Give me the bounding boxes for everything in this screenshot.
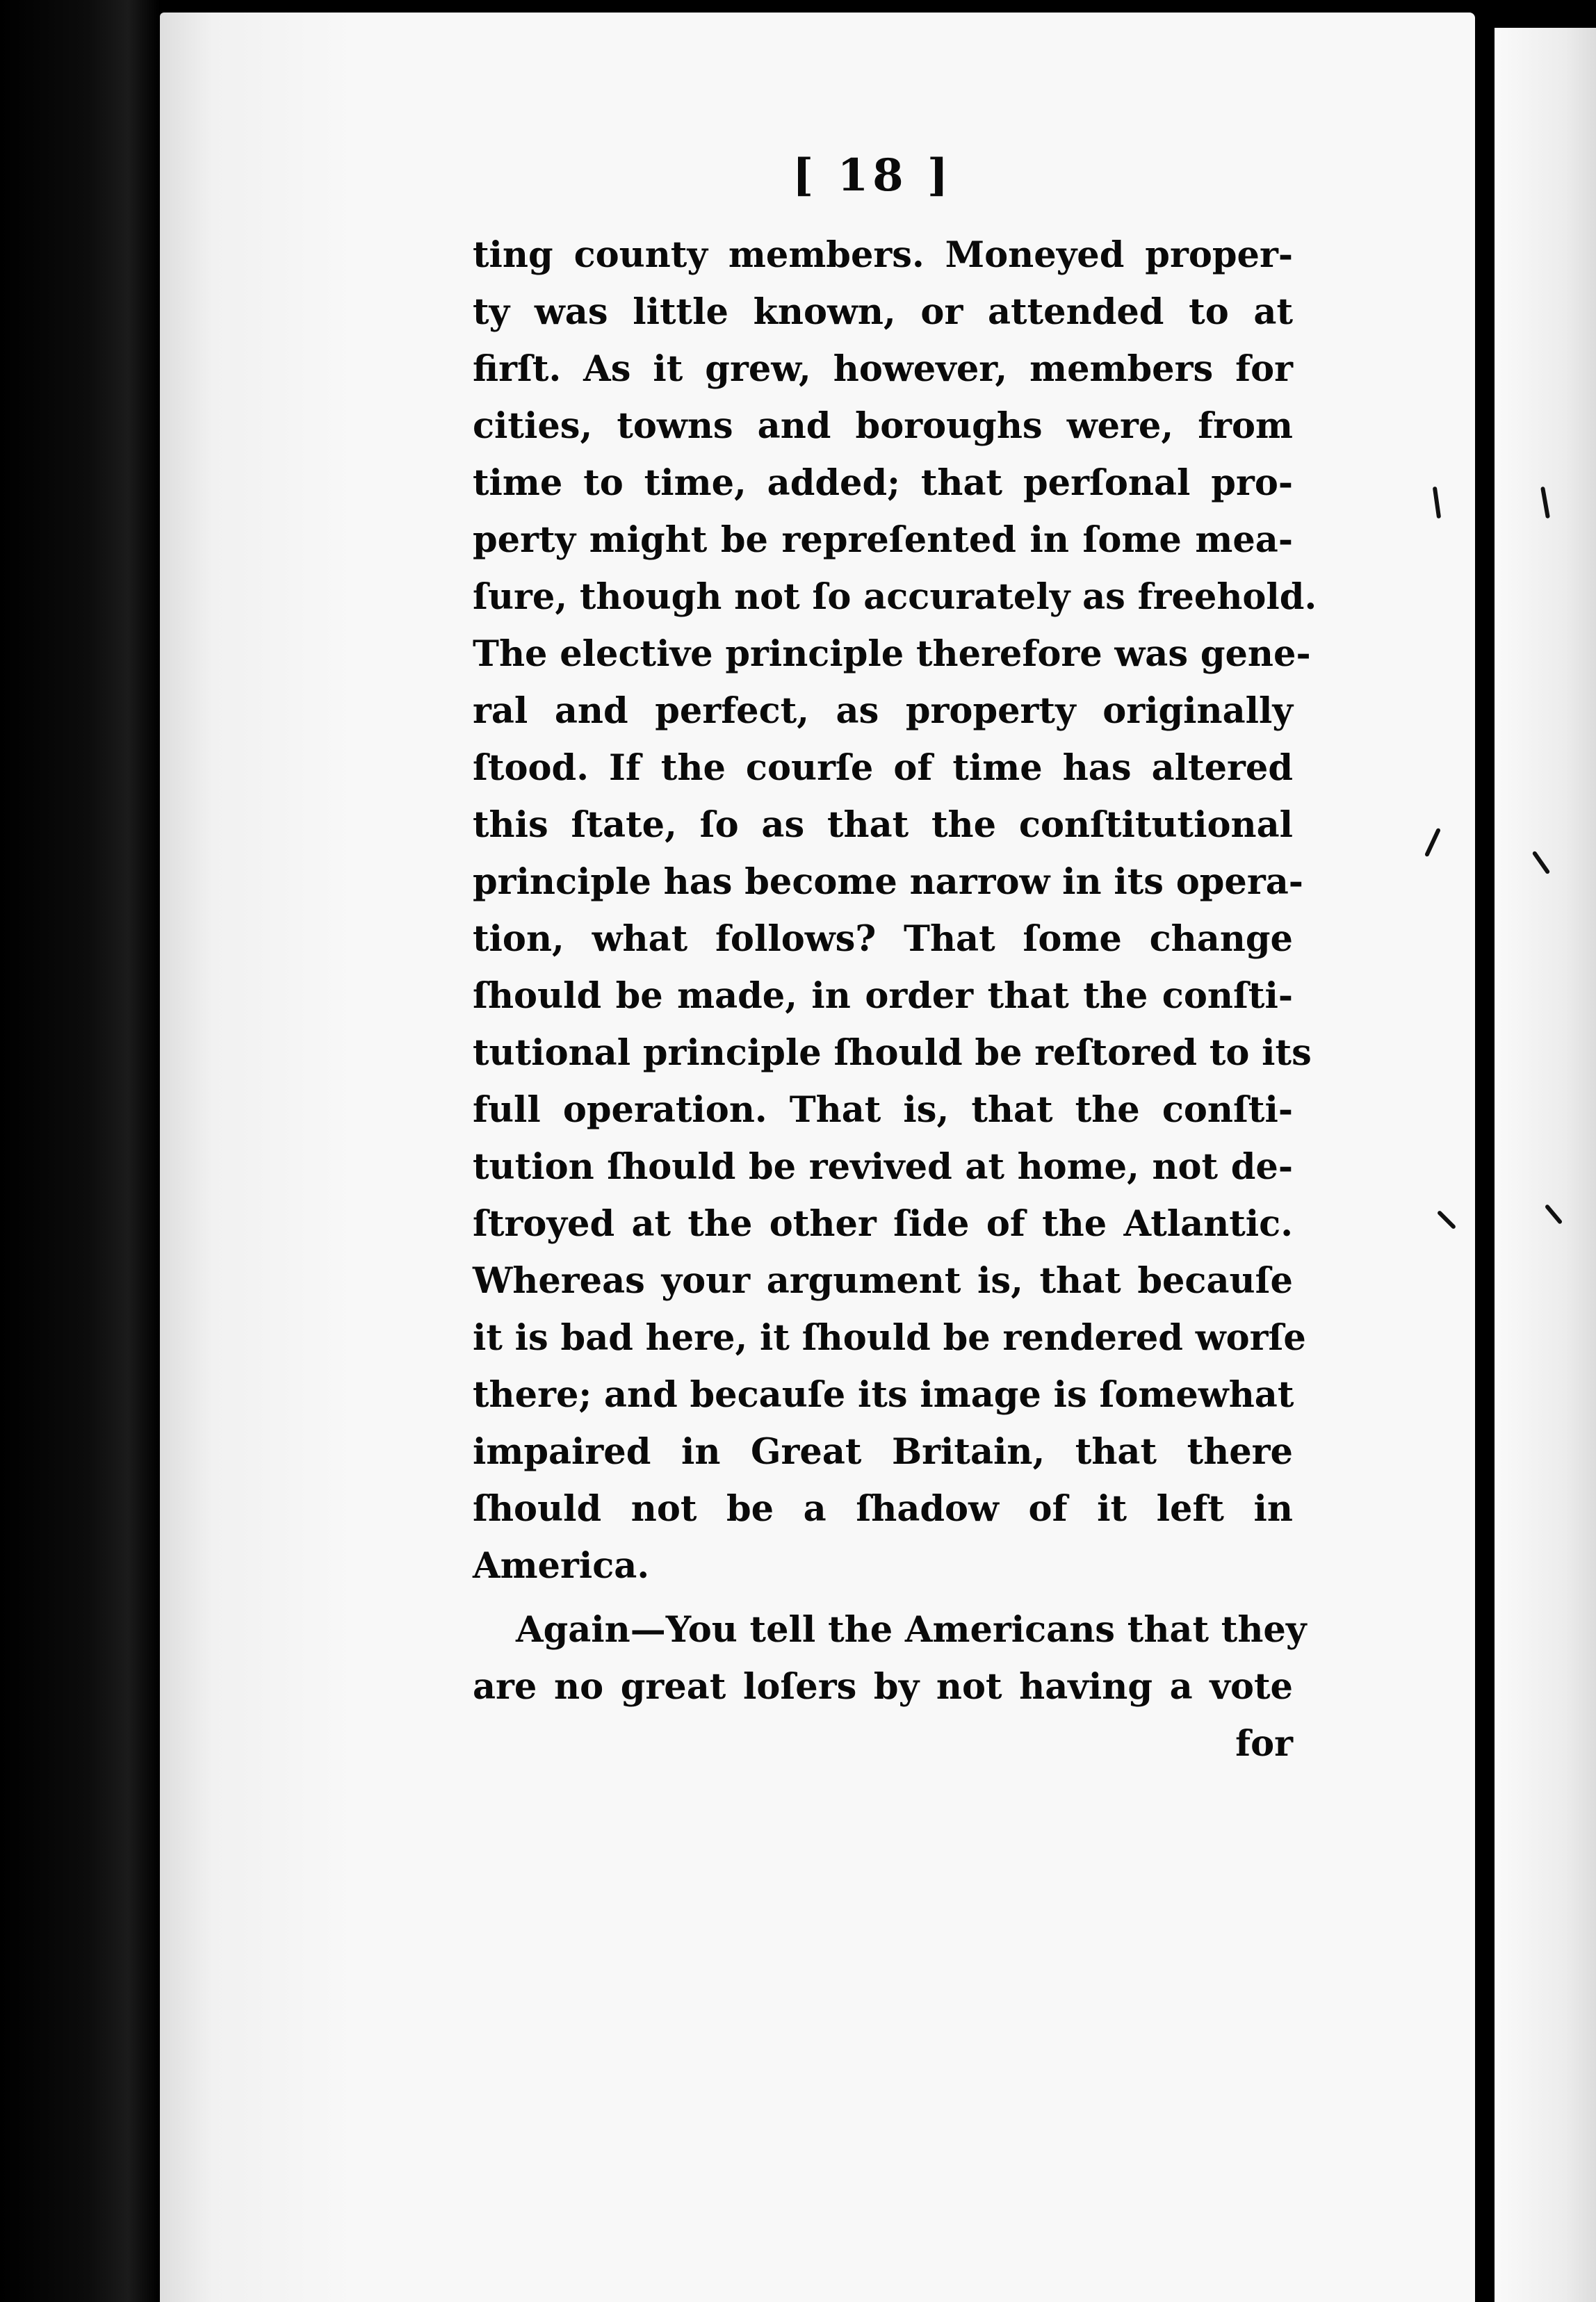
text-line: ting county members. Moneyed proper- [473,234,1293,276]
page-text [473,227,1317,1772]
text-line: there; and becauſe its image is ſomewhat [473,1374,1294,1416]
paragraph-1 [473,227,1317,1594]
book-left-edge [0,0,160,2302]
text-line: The elective principle therefore was gene- [473,633,1311,675]
paragraph-2 [473,1601,1307,1715]
text-line: tion, what follows? That ſome change [473,918,1293,960]
catchword: for [1235,1723,1293,1765]
text-line: ſure, though not ſo accurately as freehold. [473,576,1317,618]
text-line: ſtood. If the courſe of time has altered [473,747,1293,789]
text-line: ſhould be made, in order that the conſti- [473,975,1293,1017]
text-line: full operation. That is, that the conſti- [473,1089,1293,1131]
text-line: principle has become narrow in its opera- [473,861,1303,903]
text-line: ty was little known, or attended to at [473,291,1293,333]
text-line: tution ſhould be revived at home, not de- [473,1146,1293,1188]
text-line: perty might be repreſented in ſome mea- [473,519,1293,561]
text-line: time to time, added; that perſonal pro- [473,462,1293,504]
facing-page-edge [1495,28,1596,2302]
text-line: Again—You tell the Americans that they [516,1609,1307,1651]
text-line: cities, towns and boroughs were, from [473,405,1293,447]
text-line: this ſtate, ſo as that the conſtitutional [473,804,1293,846]
text-line: tutional principle ſhould be reſtored to its [473,1032,1312,1074]
text-line: it is bad here, it ſhould be rendered worſe [473,1317,1306,1359]
paragraph-gap [473,1594,1293,1601]
text-line: Whereas your argument is, that becauſe [473,1260,1293,1302]
text-line: ſtroyed at the other ſide of the Atlantic. [473,1203,1293,1245]
book-gutter [1475,0,1495,2302]
text-line: firſt. As it grew, however, members for [473,348,1293,390]
text-line: ſhould not be a ſhadow of it left in [473,1488,1293,1530]
text-line: ral and perfect, as property originally [473,690,1293,732]
text-line: impaired in Great Britain, that there [473,1431,1293,1473]
page-number: [ 18 ] [792,149,953,202]
text-line: America. [473,1545,650,1587]
text-line: are no great loſers by not having a vote [473,1666,1293,1708]
